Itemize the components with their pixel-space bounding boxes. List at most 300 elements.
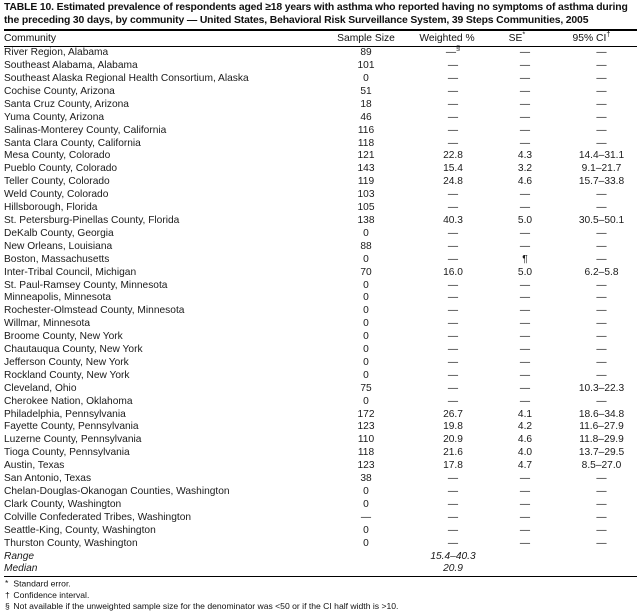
cell-se-value: —: [519, 124, 531, 136]
table-row: [4, 60, 641, 73]
cell-community-value: Yuma County, Arizona: [4, 111, 105, 123]
cell-weighted-pct: [412, 473, 496, 486]
cell-weighted-pct-value: 20.9: [443, 434, 463, 446]
cell-se-value: —: [519, 305, 531, 317]
cell-ci: [556, 267, 641, 280]
table-row: [4, 112, 641, 125]
cell-weighted-pct: [412, 280, 496, 293]
cell-sample-size: [326, 538, 412, 551]
cell-community: [4, 370, 326, 383]
cell-community: [4, 60, 326, 73]
cell-community-value: Minneapolis, Minnesota: [4, 292, 112, 304]
cell-weighted-pct: [412, 305, 496, 318]
cell-community-value: Hillsborough, Florida: [4, 202, 98, 214]
cell-sample-size: [326, 305, 412, 318]
cell-summary-weighted-pct: [412, 551, 496, 564]
cell-se: [496, 189, 556, 202]
cell-se: [496, 305, 556, 318]
cell-ci: [556, 176, 641, 189]
cell-community-value: DeKalb County, Georgia: [4, 227, 114, 239]
cell-ci-value: 15.7–33.8: [578, 176, 625, 188]
cell-weighted-pct-value: —: [447, 240, 459, 252]
column-header-se: [488, 31, 546, 46]
cell-ci-value: 11.8–29.9: [579, 434, 624, 446]
cell-se: [496, 383, 556, 396]
cell-weighted-pct: [412, 241, 496, 254]
cell-community: [4, 525, 326, 538]
cell-ci-value: —: [596, 137, 607, 149]
cell-community-value: Rochester-Olmstead County, Minnesota: [4, 305, 185, 317]
cell-community: [4, 499, 326, 512]
cell-se: [496, 228, 556, 241]
cell-ci-value: —: [596, 524, 607, 536]
cell-weighted-pct: [412, 125, 496, 138]
cell-sample-size-value: 0: [363, 498, 369, 510]
cell-ci-value: —: [596, 331, 607, 343]
cell-sample-size: [326, 86, 412, 99]
cell-community: [4, 460, 326, 473]
cell-weighted-pct: [412, 396, 496, 409]
table-row: [4, 47, 641, 60]
cell-community-value: Cochise County, Arizona: [4, 85, 115, 97]
cell-community: [4, 86, 326, 99]
cell-community: [4, 267, 326, 280]
cell-sample-size-value: 38: [360, 473, 372, 485]
table-row: [4, 267, 641, 280]
cell-community-value: Cherokee Nation, Oklahoma: [4, 395, 133, 407]
cell-weighted-pct-value: 17.8: [443, 460, 463, 472]
cell-summary-label-value: Range: [4, 550, 35, 562]
cell-weighted-pct-footnote-mark: §: [456, 43, 461, 53]
table-head: [4, 31, 637, 46]
table-summary-row: [4, 551, 641, 564]
cell-weighted-pct-value: —: [447, 486, 459, 497]
cell-se: [496, 370, 556, 383]
cell-summary-se: [496, 563, 556, 576]
cell-community: [4, 189, 326, 202]
cell-ci: [556, 409, 641, 422]
cell-community: [4, 280, 326, 293]
cell-community-value: St. Paul-Ramsey County, Minnesota: [4, 279, 168, 291]
cell-community-value: St. Petersburg-Pinellas County, Florida: [4, 214, 180, 226]
cell-ci-value: —: [596, 85, 607, 97]
cell-ci: [556, 215, 641, 228]
cell-se-value: 3.2: [517, 163, 533, 175]
cell-community: [4, 538, 326, 551]
column-header-weighted-pct: Weighted %: [419, 33, 475, 45]
cell-weighted-pct-value: —: [447, 124, 459, 136]
cell-ci-value: —: [596, 511, 607, 523]
cell-se-value: —: [519, 511, 531, 523]
cell-weighted-pct-value: —: [447, 60, 459, 72]
cell-community-value: Teller County, Colorado: [4, 176, 110, 188]
footnote: [4, 601, 637, 612]
cell-se: [496, 99, 556, 112]
cell-se: [496, 499, 556, 512]
cell-weighted-pct-value: —: [447, 395, 459, 407]
cell-weighted-pct: [412, 460, 496, 473]
cell-community: [4, 383, 326, 396]
cell-ci: [556, 370, 641, 383]
cell-weighted-pct: [412, 434, 496, 447]
cell-sample-size: [326, 176, 412, 189]
table-row: [4, 150, 641, 163]
cell-sample-size-value: 0: [363, 344, 369, 356]
cell-ci: [556, 241, 641, 254]
cell-ci: [556, 228, 641, 241]
cell-se-value: 4.1: [517, 408, 533, 420]
cell-sample-size-value: 119: [357, 176, 375, 188]
cell-ci: [556, 421, 641, 434]
table-row: [4, 383, 641, 396]
cell-community-value: Southeast Alaska Regional Health Consortium, Alaska: [4, 73, 249, 84]
cell-community: [4, 396, 326, 409]
cell-se: [496, 267, 556, 280]
cell-se: [496, 215, 556, 228]
cell-weighted-pct-value: —: [447, 382, 459, 394]
cell-community: [4, 47, 326, 60]
table-row: [4, 460, 641, 473]
cell-weighted-pct: [412, 163, 496, 176]
cell-se: [496, 331, 556, 344]
cell-weighted-pct-value: 15.4: [443, 163, 463, 175]
cell-ci: [556, 357, 641, 370]
cell-se-value: —: [519, 85, 531, 97]
footnote-text: Confidence interval.: [13, 589, 90, 600]
cell-weighted-pct: [412, 267, 496, 280]
cell-weighted-pct-value: —: [447, 202, 459, 214]
table-body: [4, 43, 641, 576]
cell-sample-size: [326, 215, 412, 228]
cell-se: [496, 176, 556, 189]
table-row: [4, 409, 641, 422]
cell-se: [496, 512, 556, 525]
cell-se-value: 5.0: [517, 266, 533, 278]
cell-ci-value: —: [596, 318, 607, 330]
cell-weighted-pct: [412, 228, 496, 241]
footnote-mark: *: [5, 578, 9, 589]
cell-ci-value: —: [596, 486, 607, 497]
cell-ci-value: 6.2–5.8: [584, 266, 619, 278]
cell-weighted-pct-value: —: [447, 85, 459, 97]
cell-sample-size: [326, 47, 412, 60]
cell-sample-size: [326, 228, 412, 241]
column-header-sample-size: Sample Size: [337, 33, 395, 45]
cell-sample-size-value: 70: [360, 266, 372, 278]
cell-ci: [556, 73, 641, 86]
cell-sample-size: [326, 331, 412, 344]
cell-se: [496, 357, 556, 370]
cell-ci-value: 11.6–27.9: [579, 421, 624, 433]
cell-ci: [556, 331, 641, 344]
cell-sample-size: [326, 383, 412, 396]
cell-ci-value: 10.3–22.3: [578, 382, 625, 394]
cell-ci-value: —: [596, 98, 607, 110]
cell-ci-value: —: [596, 73, 607, 84]
cell-weighted-pct-value: —: [447, 498, 459, 510]
table-title-line-1: TABLE 10. Estimated prevalence of respondents aged ≥18 years with asthma who reported having no symptoms of asthma during: [4, 2, 628, 13]
cell-weighted-pct-value: —: [447, 98, 459, 110]
cell-ci: [556, 163, 641, 176]
cell-se: [496, 138, 556, 151]
cell-ci: [556, 434, 641, 447]
cell-se-value: —: [519, 111, 531, 123]
cell-community-value: Salinas-Monterey County, California: [4, 124, 167, 136]
cell-sample-size: [326, 99, 412, 112]
cell-ci-value: —: [596, 202, 607, 214]
cell-ci-value: 8.5–27.0: [581, 460, 622, 472]
cell-se-value: —: [519, 382, 531, 394]
cell-sample-size-value: 103: [357, 189, 375, 201]
cell-weighted-pct: [412, 421, 496, 434]
table-row: [4, 125, 641, 138]
cell-summary-se: [496, 551, 556, 564]
cell-ci: [556, 292, 641, 305]
cell-se-value: —: [519, 73, 531, 84]
table-row: [4, 344, 641, 357]
cell-summary-label-value: Median: [4, 563, 38, 575]
cell-ci: [556, 512, 641, 525]
cell-sample-size-value: 0: [363, 318, 369, 330]
cell-weighted-pct: [412, 318, 496, 331]
table-row: [4, 215, 641, 228]
cell-ci: [556, 280, 641, 293]
table-footnotes: [4, 577, 637, 612]
cell-ci: [556, 499, 641, 512]
cell-sample-size: [326, 73, 412, 86]
cell-sample-size-value: 89: [360, 47, 372, 59]
cell-community-value: River Region, Alabama: [4, 47, 109, 59]
cell-se-value: —: [519, 60, 531, 72]
cell-se: [496, 318, 556, 331]
cell-sample-size: [326, 460, 412, 473]
cell-community-value: Cleveland, Ohio: [4, 382, 77, 394]
cell-se: [496, 150, 556, 163]
cell-sample-size-value: 18: [360, 98, 372, 110]
cell-community-value: Pueblo County, Colorado: [4, 163, 118, 175]
table-row: [4, 447, 641, 460]
cell-weighted-pct: [412, 486, 496, 499]
cell-community: [4, 215, 326, 228]
cell-se-value: ¶: [522, 253, 528, 265]
cell-community-value: Southeast Alabama, Alabama: [4, 60, 138, 72]
table-row: [4, 99, 641, 112]
cell-ci-value: —: [596, 111, 607, 123]
cell-se-value: —: [519, 202, 531, 214]
cell-ci-value: —: [596, 498, 607, 510]
cell-community: [4, 99, 326, 112]
cell-sample-size: [326, 241, 412, 254]
cell-ci: [556, 344, 641, 357]
prevalence-table: [4, 31, 637, 46]
cell-se-value: —: [519, 227, 531, 239]
footnote-text: Standard error.: [13, 578, 71, 589]
cell-sample-size-value: 0: [363, 227, 369, 239]
cell-se: [496, 254, 556, 267]
cell-ci: [556, 112, 641, 125]
cell-weighted-pct: [412, 86, 496, 99]
cell-se: [496, 447, 556, 460]
cell-sample-size-value: 172: [357, 408, 375, 420]
cell-weighted-pct-value: —: [447, 227, 459, 239]
cell-weighted-pct-value: —: [447, 331, 459, 343]
cell-ci: [556, 86, 641, 99]
footnote: [4, 590, 637, 601]
cell-se-value: —: [519, 47, 531, 59]
cell-se: [496, 241, 556, 254]
cell-se-value: —: [519, 98, 531, 110]
cell-community: [4, 292, 326, 305]
table-title-line-2: the preceding 30 days, by community — United States, Behavioral Risk Surveillance System, 39 Steps Communities, 2005: [4, 14, 589, 26]
cell-weighted-pct-value: —: [447, 253, 459, 265]
cell-se: [496, 292, 556, 305]
cell-sample-size: [326, 267, 412, 280]
cell-ci: [556, 125, 641, 138]
cell-community: [4, 318, 326, 331]
cell-community-value: Boston, Massachusetts: [4, 253, 110, 265]
cell-community-value: Jefferson County, New York: [4, 356, 129, 368]
cell-se: [496, 538, 556, 551]
cell-sample-size: [326, 421, 412, 434]
cell-sample-size-value: 101: [357, 60, 375, 72]
cell-se: [496, 202, 556, 215]
cell-sample-size: [326, 512, 412, 525]
cell-sample-size-value: 0: [363, 486, 369, 497]
cell-se-value: —: [519, 369, 531, 381]
cell-sample-size-value: 143: [357, 163, 375, 175]
cell-se-value: —: [519, 486, 531, 497]
cell-weighted-pct-value: —: [445, 47, 457, 59]
cell-weighted-pct: [412, 202, 496, 215]
table-title: [4, 0, 637, 29]
cell-community-value: Clark County, Washington: [4, 498, 122, 510]
cell-ci: [556, 189, 641, 202]
cell-sample-size-value: 0: [363, 356, 369, 368]
cell-ci-value: 30.5–50.1: [578, 214, 625, 226]
cell-se: [496, 486, 556, 499]
cell-sample-size-value: 0: [363, 253, 369, 265]
cell-weighted-pct: [412, 344, 496, 357]
cell-ci-value: —: [596, 124, 607, 136]
table-row: [4, 254, 641, 267]
cell-weighted-pct: [412, 331, 496, 344]
cell-se-value: 5.0: [517, 214, 533, 226]
table-row: [4, 525, 641, 538]
cell-se: [496, 280, 556, 293]
cell-community-value: Santa Cruz County, Arizona: [4, 98, 129, 110]
cell-sample-size-value: 0: [363, 292, 369, 304]
cell-se-value: —: [519, 395, 531, 407]
cell-weighted-pct: [412, 512, 496, 525]
cell-ci-value: —: [596, 189, 607, 201]
cell-ci: [556, 138, 641, 151]
cell-se-value: —: [519, 189, 531, 201]
cell-sample-size: [326, 473, 412, 486]
cell-weighted-pct: [412, 409, 496, 422]
cell-ci-value: 13.7–29.5: [578, 447, 625, 459]
cell-sample-size: [326, 434, 412, 447]
cell-sample-size: [326, 344, 412, 357]
cell-community: [4, 305, 326, 318]
cell-community-value: Mesa County, Colorado: [4, 150, 111, 162]
table-row: [4, 499, 641, 512]
table-summary-row: [4, 563, 641, 576]
cell-weighted-pct: [412, 499, 496, 512]
cell-ci: [556, 538, 641, 551]
cell-sample-size: [326, 150, 412, 163]
cell-se-value: —: [519, 356, 531, 368]
cell-community-value: Luzerne County, Pennsylvania: [4, 434, 142, 446]
cell-weighted-pct-value: —: [447, 369, 459, 381]
table-row: [4, 86, 641, 99]
cell-se-value: 4.6: [517, 434, 533, 446]
cell-community-value: Tioga County, Pennsylvania: [4, 447, 130, 459]
footnote-text: Not available if the unweighted sample size for the denominator was <50 or if the CI half width is >10.: [13, 601, 399, 612]
cell-weighted-pct-value: —: [447, 318, 459, 330]
cell-sample-size: [326, 125, 412, 138]
cell-sample-size: [326, 409, 412, 422]
column-header-se-label: SE: [508, 33, 523, 45]
cell-ci: [556, 486, 641, 499]
cell-weighted-pct: [412, 215, 496, 228]
cell-ci-value: —: [596, 356, 607, 368]
cell-weighted-pct: [412, 138, 496, 151]
cell-se-value: 4.2: [517, 421, 533, 433]
cell-weighted-pct: [412, 150, 496, 163]
cell-ci-value: —: [596, 395, 607, 407]
cell-weighted-pct: [412, 357, 496, 370]
cell-se: [496, 409, 556, 422]
table-row: [4, 512, 641, 525]
cell-community: [4, 163, 326, 176]
cell-ci: [556, 460, 641, 473]
cell-summary-label: [4, 551, 326, 564]
cell-weighted-pct-value: —: [447, 73, 459, 84]
cell-ci: [556, 60, 641, 73]
table-row: [4, 163, 641, 176]
cell-ci: [556, 47, 641, 60]
cell-ci-value: —: [596, 537, 607, 549]
cell-weighted-pct-value: —: [447, 279, 459, 291]
cell-se: [496, 396, 556, 409]
column-header-se-footnote-mark: *: [522, 29, 526, 39]
cell-se: [496, 86, 556, 99]
cell-sample-size: [326, 202, 412, 215]
cell-sample-size: [326, 396, 412, 409]
cell-sample-size-value: 118: [357, 447, 375, 459]
cell-sample-size: [326, 112, 412, 125]
cell-se-value: —: [519, 473, 531, 485]
cell-sample-size-value: 0: [363, 395, 369, 407]
table-row: [4, 292, 641, 305]
cell-summary-sample-size: [326, 563, 412, 576]
cell-ci-value: —: [596, 473, 607, 485]
cell-community: [4, 202, 326, 215]
cell-weighted-pct-value: —: [447, 473, 459, 485]
cell-weighted-pct-value: 19.8: [443, 421, 463, 433]
cell-weighted-pct-value: —: [447, 305, 459, 317]
cell-community: [4, 344, 326, 357]
cell-community-value: Broome County, New York: [4, 331, 123, 343]
cell-se-value: —: [519, 331, 531, 343]
cell-sample-size-value: 0: [363, 279, 369, 291]
cell-se-value: 4.3: [517, 150, 533, 162]
cell-sample-size-value: 88: [360, 240, 372, 252]
cell-community: [4, 434, 326, 447]
cell-community: [4, 73, 326, 86]
cell-ci-value: —: [596, 47, 607, 59]
cell-community: [4, 447, 326, 460]
